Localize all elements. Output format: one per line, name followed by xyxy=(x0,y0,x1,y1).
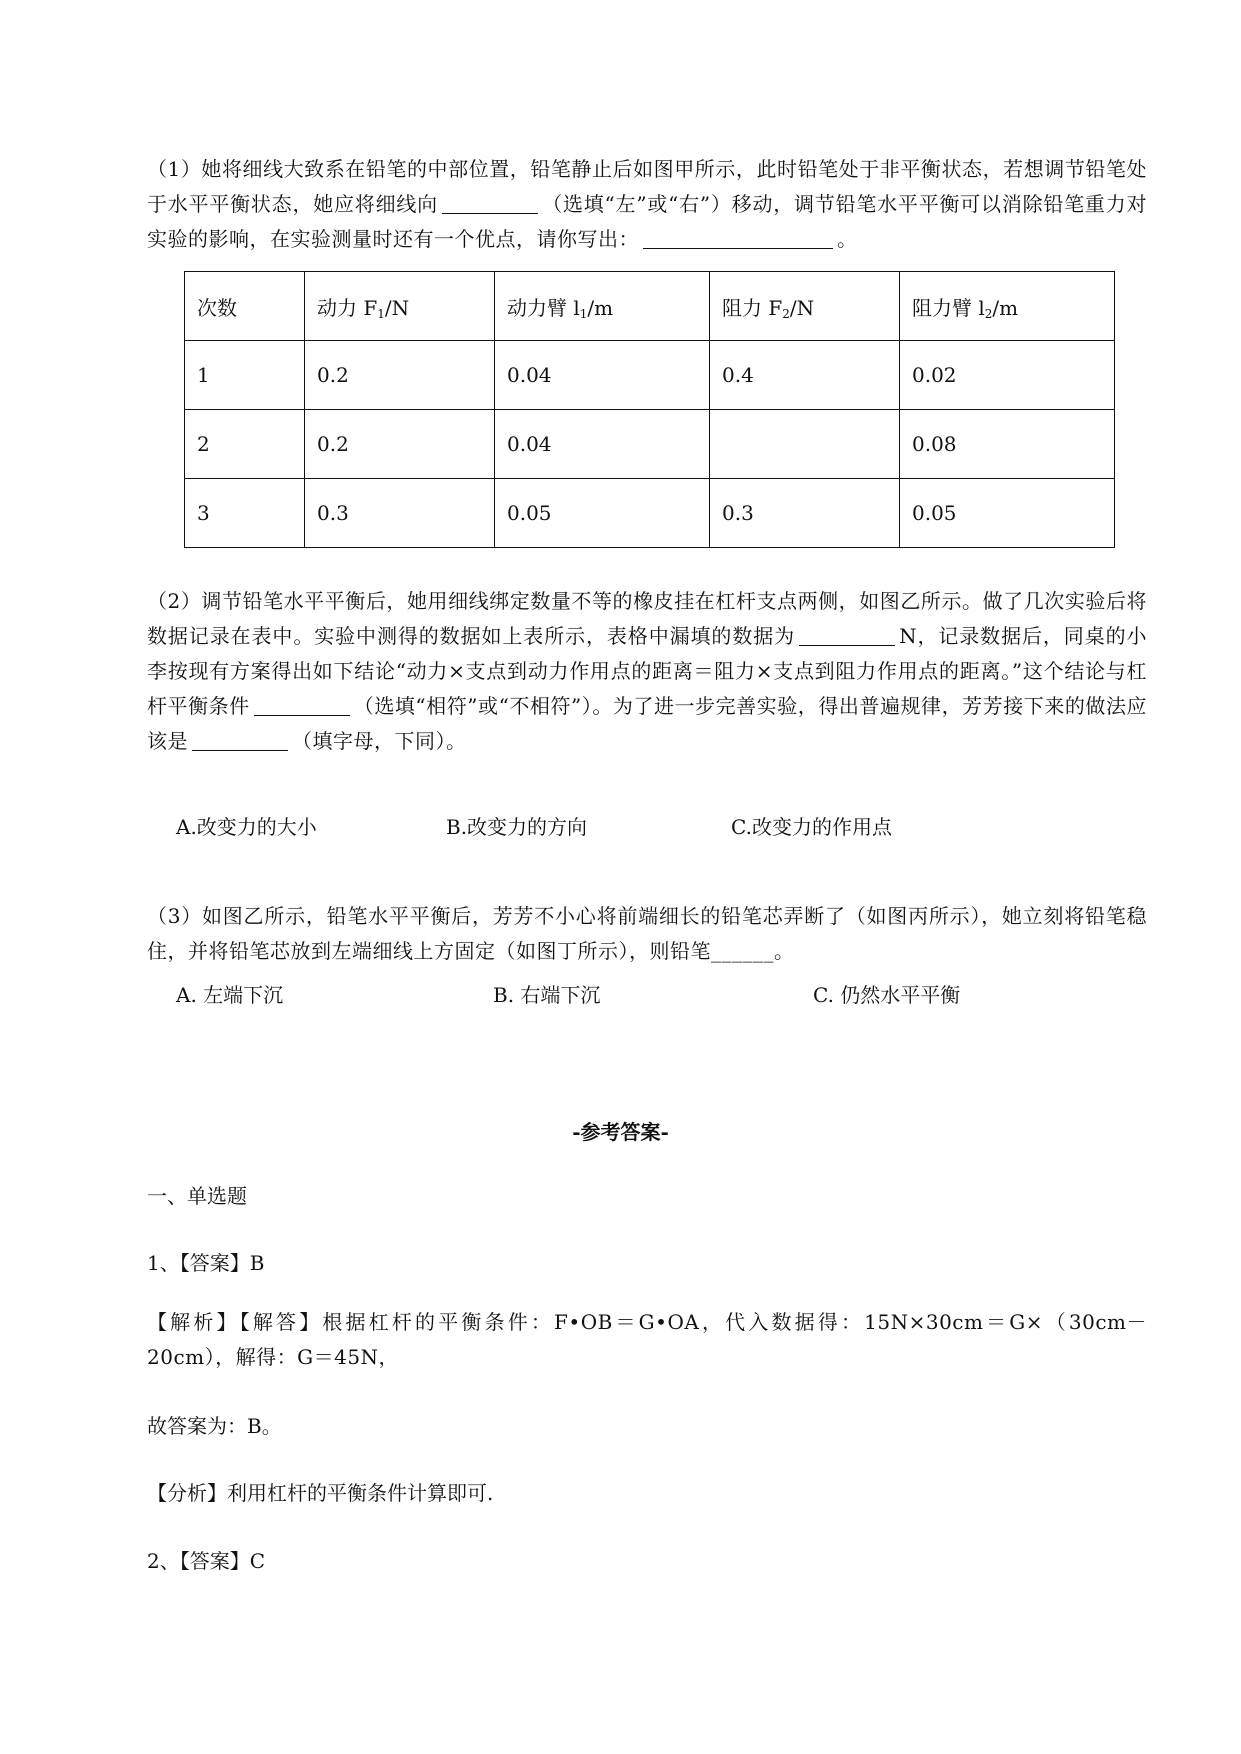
option-c[interactable]: C.改变力的作用点 xyxy=(731,815,892,839)
question-1-text-a: （1）她将细线大致系在铅笔的中部位置，铅笔静止后如图甲所示，此时铅笔处于非平衡状态，若想调节铅笔处于水平平衡状态，她应将细线向 xyxy=(147,157,1147,216)
question-3-text-b: 。 xyxy=(774,939,795,963)
option-b[interactable]: B.改变力的方向 xyxy=(446,815,588,839)
table-cell: 0.02 xyxy=(900,341,1115,410)
table-header-cell: 阻力 $F_2/N$ xyxy=(710,272,900,341)
table-row xyxy=(185,341,1115,410)
table-cell: 3 xyxy=(185,479,305,548)
table-row xyxy=(185,479,1115,548)
table-row xyxy=(185,410,1115,479)
question-2-paragraph xyxy=(147,584,1147,759)
question-3-text-a: （3）如图乙所示，铅笔水平平衡后，芳芳不小心将前端细长的铅笔芯弄断了（如图丙所示），她立刻将铅笔稳住，并将铅笔芯放到左端细线上方固定（如图丁所示），则铅笔 xyxy=(147,904,1147,963)
question-2-text-c: （选填“相符”或“不相符”）。为了进一步完善实验，得出普遍规律，芳芳接下来的做法应该是 xyxy=(147,694,1147,753)
answer-blank[interactable] xyxy=(799,621,895,646)
table-cell: 0.05 xyxy=(900,479,1115,548)
answer-1-note: 【分析】利用杠杆的平衡条件计算即可. xyxy=(147,1481,494,1505)
table-cell: 0.4 xyxy=(710,341,900,410)
question-1-text-c: 。 xyxy=(837,227,858,251)
question-2-text-d: （填字母，下同）。 xyxy=(292,729,467,753)
section-heading: 一、单选题 xyxy=(147,1184,247,1208)
answer-blank[interactable] xyxy=(442,189,538,214)
answer-2-label: 2、【答案】C xyxy=(147,1549,266,1573)
table-cell: 0.08 xyxy=(900,410,1115,479)
table-header-row xyxy=(185,272,1115,341)
question-2-text-a: （2）调节铅笔水平平衡后，她用细线绑定数量不等的橡皮挂在杠杆支点两侧，如图乙所示。做了几次实验后将数据记录在表中。实验中测得的数据如上表所示，表格中漏填的数据为 xyxy=(147,589,1147,648)
table-header-cell: 动力臂 $l_1/m$ xyxy=(495,272,710,341)
table-cell: 2 xyxy=(185,410,305,479)
question-1-text-b: （选填“左”或“右”）移动，调节铅笔水平平衡可以消除铅笔重力对实验的影响，在实验测量时还有一个优点，请你写出： xyxy=(147,192,1147,251)
option-a[interactable]: A.改变力的大小 xyxy=(176,815,317,839)
answer-blank[interactable] xyxy=(643,224,833,249)
answer-1-conclusion: 故答案为：B。 xyxy=(147,1414,282,1438)
option-c[interactable]: C. 仍然水平平衡 xyxy=(813,983,961,1007)
answer-blank[interactable] xyxy=(192,726,288,751)
lever-data-table xyxy=(184,271,1115,548)
table-cell: 0.3 xyxy=(305,479,495,548)
table-header-cell: 次数 xyxy=(185,272,305,341)
table-cell: 0.04 xyxy=(495,341,710,410)
answer-section-title: -参考答案- xyxy=(572,1120,669,1144)
table-cell-missing[interactable] xyxy=(710,410,900,479)
answer-1-label: 1、【答案】B xyxy=(147,1251,265,1275)
table-cell: 0.2 xyxy=(305,341,495,410)
question-2-text-b: N，记录数据后，同桌的小李按现有方案得出如下结论“动力×支点到动力作用点的距离＝阻力×支点到阻力作用点的距离。”这个结论与杠杆平衡条件 xyxy=(147,624,1148,718)
option-a[interactable]: A. 左端下沉 xyxy=(176,983,284,1007)
answer-1-analysis: 【解析】【解答】根据杠杆的平衡条件：F•OB＝G•OA，代入数据得：15N×30cm＝G×（30cm－20cm），解得：G＝45N， xyxy=(147,1310,1147,1369)
question-3-paragraph xyxy=(147,899,1147,969)
table-cell: 0.3 xyxy=(710,479,900,548)
question-1-paragraph xyxy=(147,152,1147,257)
table-cell: 1 xyxy=(185,341,305,410)
answer-blank[interactable] xyxy=(254,691,350,716)
table-cell: 0.2 xyxy=(305,410,495,479)
table-header-cell: 动力 $F_1/N$ xyxy=(305,272,495,341)
option-b[interactable]: B. 右端下沉 xyxy=(493,983,601,1007)
table-cell: 0.05 xyxy=(495,479,710,548)
answer-blank[interactable]: ______ xyxy=(711,939,774,963)
table-cell: 0.04 xyxy=(495,410,710,479)
table-header-cell: 阻力臂 $l_2/m$ xyxy=(900,272,1115,341)
